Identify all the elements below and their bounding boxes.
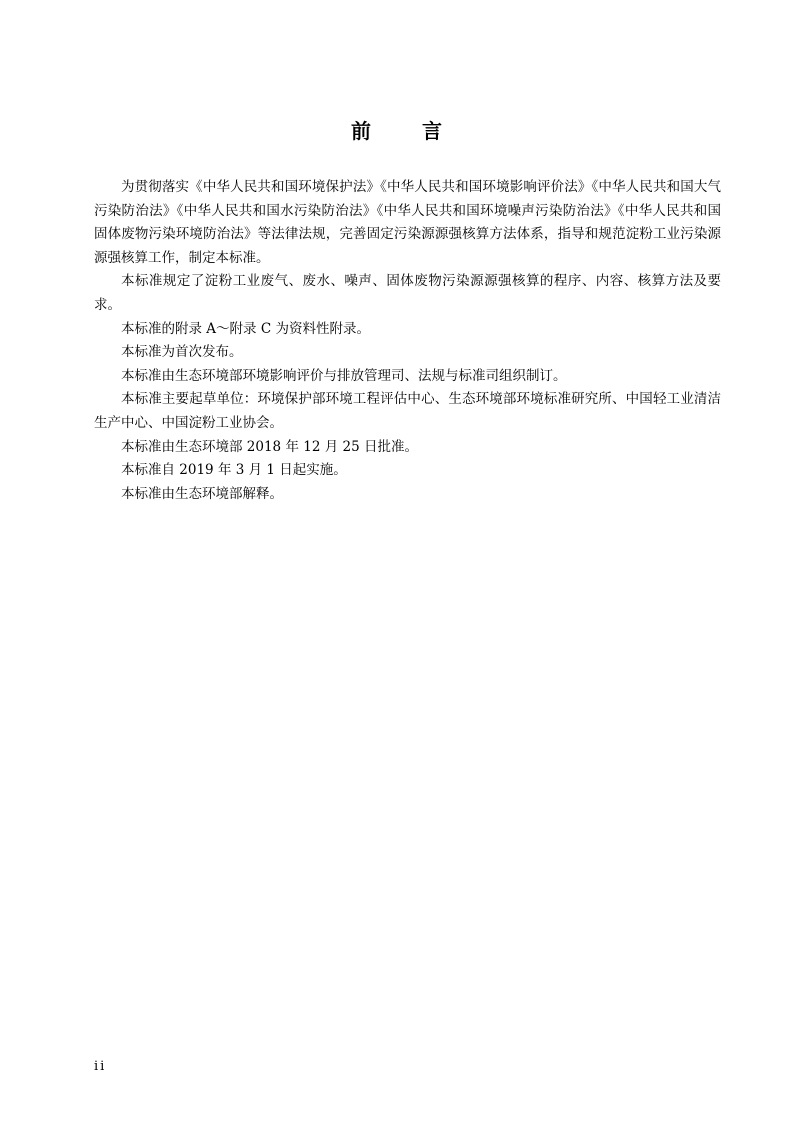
paragraph-first-release: 本标准为首次发布。 — [121, 344, 243, 361]
paragraph-scope: 本标准规定了淀粉工业废气、废水、噪声、固体废物污染源源强核算的程序、内容、核算方法及要求。 — [94, 273, 721, 313]
page-title: 前 言 — [351, 119, 464, 143]
paragraph-organizer: 本标准由生态环境部环境影响评价与排放管理司、法规与标准司组织制订。 — [121, 367, 567, 384]
paragraph-effective-date: 本标准自 2019 年 3 月 1 日起实施。 — [121, 462, 347, 479]
paragraph-approval: 本标准由生态环境部 2018 年 12 月 25 日批准。 — [121, 438, 418, 455]
paragraph-purpose: 为贯彻落实《中华人民共和国环境保护法》《中华人民共和国环境影响评价法》《中华人民共和国大气污染防治法》《中华人民共和国水污染防治法》《中华人民共和国环境噪声污染防治法》《中华人民共和国固体废物污染环境防治法》等法律法规，完善固定污染源源强核算方法体系，指导和规范淀粉工业污染源源强核算工作，制定本标准。 — [94, 179, 721, 266]
paragraph-appendix: 本标准的附录 A～附录 C 为资料性附录。 — [121, 320, 370, 337]
page-number: ii — [94, 1059, 107, 1074]
paragraph-drafters: 本标准主要起草单位：环境保护部环境工程评估中心、生态环境部环境标准研究所、中国轻工业清洁生产中心、中国淀粉工业协会。 — [94, 391, 721, 431]
foreword-body — [94, 176, 721, 506]
paragraph-interpretation: 本标准由生态环境部解释。 — [121, 485, 283, 502]
